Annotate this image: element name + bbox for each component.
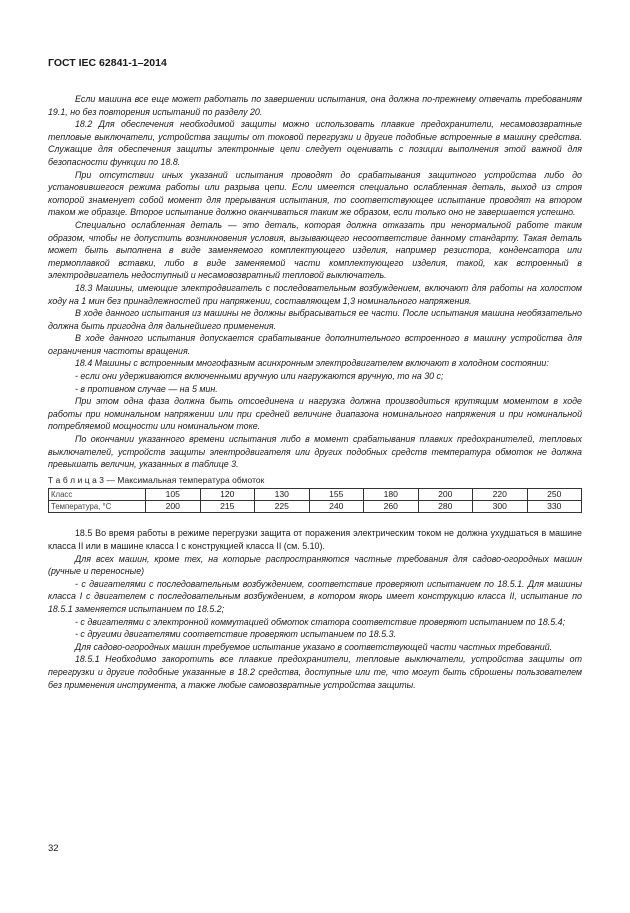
- table-caption: Т а б л и ц а 3 — Максимальная температура обмоток: [48, 474, 265, 485]
- paragraph: При этом одна фаза должна быть отсоединена и нагрузка должна производиться крутящим моментом в ходе работы при номинальном напряжении или при средней величине диапазона номинального напряжения и при номинальной потребляемой мощности или номинальном токе.: [48, 396, 582, 432]
- table-cell: 330: [527, 501, 582, 513]
- table-cell: Класс: [49, 489, 146, 501]
- table-cell: 155: [309, 489, 364, 501]
- list-item: - в противном случае — на 5 мин.: [75, 383, 218, 394]
- table-cell: 120: [200, 489, 255, 501]
- list-item: - с двигателями с электронной коммутацией обмоток статора соответствие проверяют испытанием по 18.5.4;: [75, 616, 566, 627]
- table-cell: 280: [418, 501, 473, 513]
- table-cell: 200: [146, 501, 201, 513]
- table-cell: 300: [473, 501, 528, 513]
- table-cell: 180: [364, 489, 419, 501]
- table-cell: 215: [200, 501, 255, 513]
- paragraph: В ходе данного испытания из машины не должны выбрасываться ее части. После испытания машина необязательно должна быть пригодна для дальнейшего применения.: [48, 308, 582, 331]
- document-header: ГОСТ IEC 62841-1–2014: [48, 57, 167, 69]
- table-row: [49, 501, 582, 513]
- paragraph: Для садово-огородных машин требуемое испытание указано в соответствующей части частных требований.: [75, 641, 553, 652]
- list-item: - если они удерживаются включенными вручную или нагружаются вручную, то на 30 с;: [75, 371, 444, 382]
- paragraph: 18.5.1 Необходимо закоротить все плавкие предохранители, тепловые выключатели, устройства защиты от перегрузки и другие подобные указанные в 18.2 средства, доступные или те, что могут быть сброшены пользователем без применения инструмента, а также любые самовозвратные устройства защиты.: [48, 654, 582, 690]
- paragraph: При отсутствии иных указаний испытания проводят до срабатывания защитного устройства либо до установившегося режима работы или разрыва цепи. Если имеется специально ослабленная деталь, выход из строя которой знаменует собой момент для прерывания испытания, то соответствующее испытание проводят на втором таком же образце. Второе испытание должно оканчиваться таким же образом, если только оно не завершается успешно.: [48, 169, 582, 218]
- paragraph: 18.3 Машины, имеющие электродвигатель с последовательным возбуждением, включают для работы на холостом ходу на 1 мин без принадлежностей при напряжении, составляющем 1,3 номинального напряжения.: [48, 282, 582, 306]
- paragraph: В ходе данного испытания допускается срабатывание дополнительного встроенного в машину устройства для ограничения частоты вращения.: [48, 333, 582, 356]
- table-cell: 260: [364, 501, 419, 513]
- table-cell: 220: [473, 489, 528, 501]
- table-cell: Температура, °С: [49, 501, 146, 513]
- paragraph: 18.5 Во время работы в режиме перегрузки защита от поражения электрическим током не должна ухудшаться в машине класса II или в машине класса I с конструкцией класса II (см. 5.10).: [48, 528, 582, 551]
- paragraph: 18.4 Машины с встроенным многофазным асинхронным электродвигателем включают в холодном состоянии:: [75, 358, 549, 369]
- table-cell: 105: [146, 489, 201, 501]
- table-row: [49, 489, 582, 501]
- paragraph: 18.2 Для обеспечения необходимой защиты можно использовать плавкие предохранители, несамовозвратные тепловые выключатели, устройства защиты от токовой перегрузки и другие подобные встроенные в машину средства. Служащие для обеспечения защиты электронные цепи следует оценивать с позиции выполнения этой важной для безопасности функции по 18.8.: [48, 119, 582, 167]
- paragraph: Специально ослабленная деталь — это деталь, которая должна отказать при ненормальной работе таким образом, чтобы не допустить возникновения условия, вызывающего несоответствие данному стандарту. Такая деталь может быть выполнена в виде заменяемого комплектующего изделия, например резистора, конденсатора или термоплавкой вставки, либо в виде заменяемой части комплектующего изделия, такой, как встроенный в электродвигатель недоступный и несамовозвратный тепловой выключатель.: [48, 219, 582, 281]
- paragraph: Для всех машин, кроме тех, на которые распространяются частные требования для садово-огородных машин (ручные и переносные): [48, 553, 582, 577]
- list-item: - с двигателями с последовательным возбуждением, соответствие проверяют испытанием по 18.5.1. Для машины класса I с двигателем с последовательным возбуждением, в котором якорь имеет конструкцию класса II, испытание по 18.5.1 заменяется испытанием по 18.5.2;: [48, 578, 582, 614]
- list-item: - с другими двигателями соответствие проверяют испытанием по 18.5.3.: [75, 629, 397, 640]
- document-body: [48, 93, 582, 691]
- paragraph: Если машина все еще может работать по завершении испытания, она должна по-прежнему отвечать требованиям 19.1, но без повторения испытаний по разделу 20.: [48, 94, 582, 117]
- table-cell: 225: [255, 501, 310, 513]
- winding-temperature-table: [48, 488, 582, 513]
- table-cell: 200: [418, 489, 473, 501]
- table-cell: 240: [309, 501, 364, 513]
- table-cell: 130: [255, 489, 310, 501]
- table-cell: 250: [527, 489, 582, 501]
- page-number: 32: [48, 843, 59, 854]
- paragraph: По окончании указанного времени испытания либо в момент срабатывания плавких предохранителей, тепловых выключателей, устройств защиты электродвигателя или других подобных средств температура обмоток не должна превышать величин, указанных в таблице 3.: [48, 434, 582, 470]
